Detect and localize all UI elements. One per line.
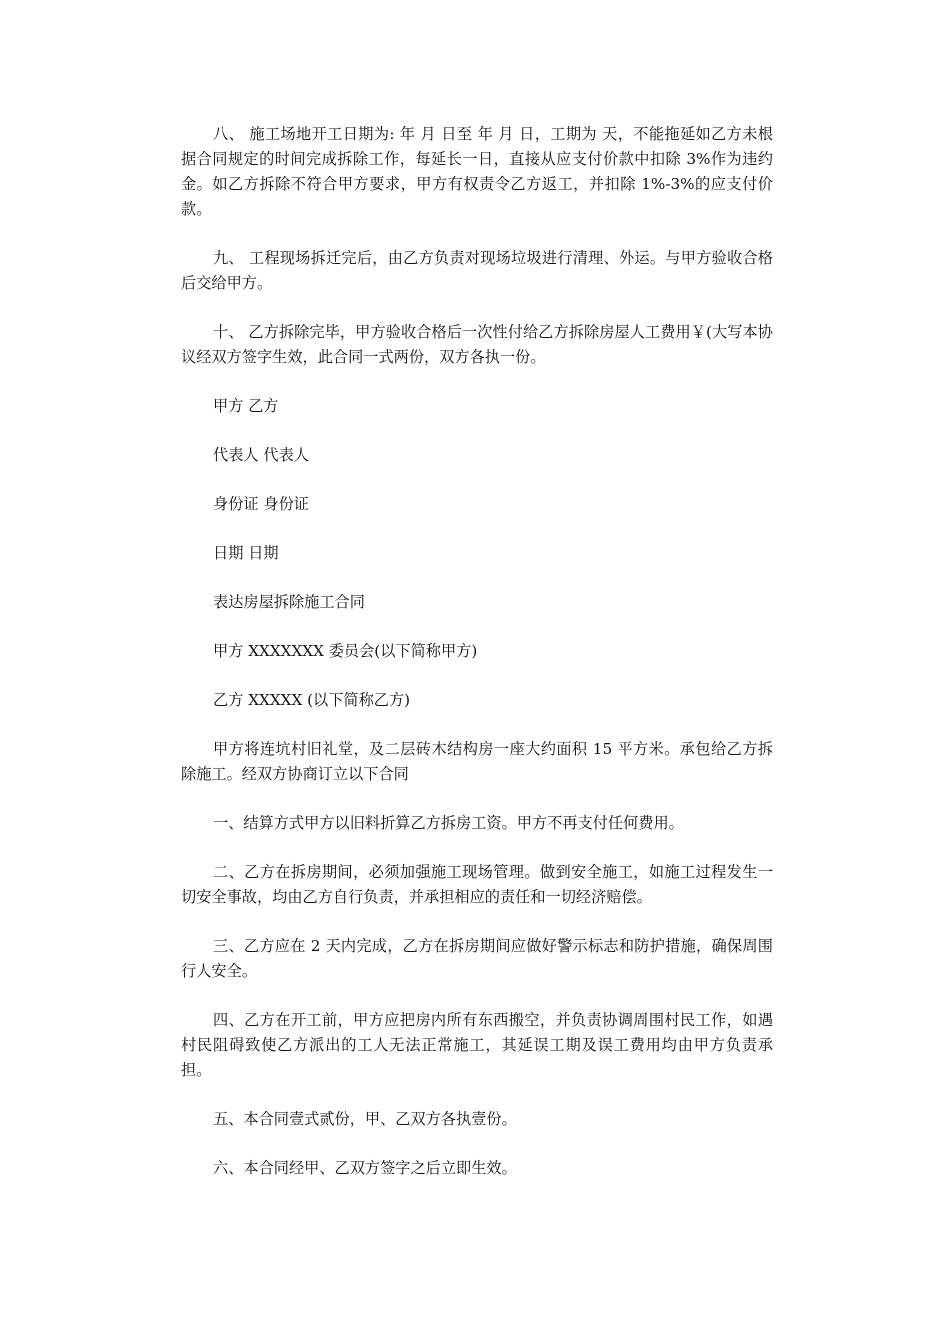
clause-3-paragraph: 三、乙方应在 2 天内完成，乙方在拆房期间应做好警示标志和防护措施，确保周围行人安全。 [181, 937, 773, 980]
clause-8-paragraph: 八、 施工场地开工日期为: 年 月 日至 年 月 日，工期为 天，不能拖延如乙方未根据合同规定的时间完成拆除工作，每延长一日，直接从应支付价款中扣除 3%作为违约金。如乙方拆除不符合甲方要求，甲方有权责令乙方返工，并扣除 1%-3%的应支付价款。 [181, 125, 773, 218]
party-b-line: 乙方 XXXXX (以下简称乙方) [213, 691, 411, 709]
clause-10-paragraph: 十、 乙方拆除完毕，甲方验收合格后一次性付给乙方拆除房屋人工费用￥(大写本协议经双方签字生效，此合同一式两份，双方各执一份。 [181, 323, 773, 366]
clause-2-paragraph: 二、乙方在拆房期间，必须加强施工现场管理。做到安全施工，如施工过程发生一切安全事故，均由乙方自行负责，并承担相应的责任和一切经济赔偿。 [181, 863, 773, 906]
clause-1-paragraph: 一、结算方式甲方以旧料折算乙方拆房工资。甲方不再支付任何费用。 [213, 814, 684, 832]
contract-body [181, 122, 773, 1205]
id-card-line: 身份证 身份证 [213, 495, 309, 513]
clause-9-paragraph: 九、 工程现场拆迁完后，由乙方负责对现场垃圾进行清理、外运。与甲方验收合格后交给甲方。 [181, 249, 773, 292]
clause-5-paragraph: 五、本合同壹式贰份，甲、乙双方各执壹份。 [213, 1110, 517, 1128]
representative-signature-line: 代表人 代表人 [213, 446, 309, 464]
contract-intro-paragraph: 甲方将连坑村旧礼堂，及二层砖木结构房一座大约面积 15 平方米。承包给乙方拆除施工。经双方协商订立以下合同 [181, 740, 773, 783]
contract-title: 表达房屋拆除施工合同 [213, 593, 365, 611]
party-signature-line: 甲方 乙方 [213, 397, 279, 415]
party-a-line: 甲方 XXXXXXX 委员会(以下简称甲方) [213, 642, 478, 660]
date-line: 日期 日期 [213, 544, 279, 562]
clause-4-paragraph: 四、乙方在开工前，甲方应把房内所有东西搬空，并负责协调周围村民工作，如遇村民阻碍致使乙方派出的工人无法正常施工，其延误工期及误工费用均由甲方负责承担。 [181, 1011, 773, 1079]
clause-6-paragraph: 六、本合同经甲、乙双方签字之后立即生效。 [213, 1159, 517, 1177]
